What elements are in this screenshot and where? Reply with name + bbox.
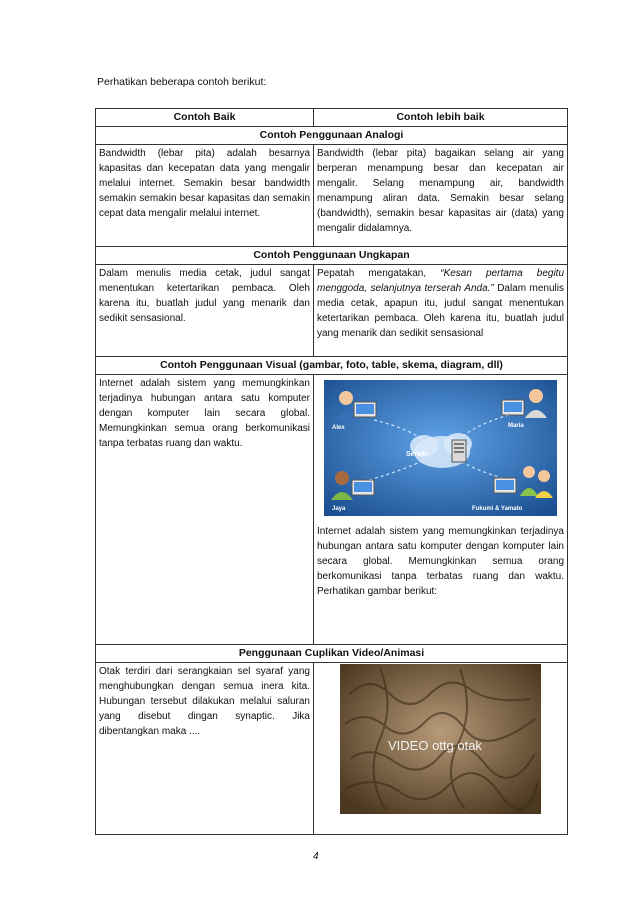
col-header-good: Contoh Baik: [96, 109, 314, 127]
video-good-text: Otak terdiri dari serangkaian sel syaraf yang menghubungkan dengan semua inera kita. Hubungan tersebut dilakukan melalui saluran yang disebut dingan synaptic. Jika dibentangkan maka ....: [96, 663, 314, 835]
label-fukumi-yamato: Fukumi & Yamato: [472, 506, 523, 512]
video-label: VIDEO ottg otak: [388, 738, 482, 753]
analogi-better-text: Bandwidth (lebar pita) bagaikan selang air yang berperan menampung besar dan kecepatan air mengalir. Selang menampung air, bandwidth menampung aliran data. Semakin besar selang (bandwidth), semakin besar kapasitas air (data) yang mengalir didalamnya.: [314, 145, 568, 247]
label-server: Server: [406, 451, 428, 458]
video-better-cell: [314, 663, 568, 835]
section-title-analogi: Contoh Penggunaan Analogi: [96, 127, 568, 145]
network-diagram: [324, 380, 557, 516]
page-number: 4: [313, 851, 319, 862]
section-title-ungkapan: Contoh Penggunaan Ungkapan: [96, 247, 568, 265]
visual-good-text: Internet adalah sistem yang memungkinkan terjadinya hubungan antara satu komputer dengan komputer lain secara global. Memungkinkan semua orang berkomunikasi tanpa terbatas ruang dan waktu.: [96, 375, 314, 645]
server-icon: [452, 440, 466, 462]
ungkapan-quote: “Kesan pertama begitu menggoda, selanjutnya terserah Anda.”: [317, 268, 564, 294]
analogi-good-text: Bandwidth (lebar pita) adalah besarnya kapasitas dan kecepatan data yang mengalir melalui internet. Semakin besar bandwidth semakin semakin besar kapasitas dan semakin cepat data mengalir melalui internet.: [96, 145, 314, 247]
examples-table: [95, 108, 568, 835]
brain-video-thumbnail[interactable]: [340, 664, 541, 814]
table-header-row: [96, 109, 568, 127]
visual-better-text: Internet adalah sistem yang memungkinkan terjadinya hubungan antara satu komputer dengan komputer lain secara global. Memungkinkan semua orang berkomunikasi tanpa terbatas ruang dan waktu. Perhatikan gambar berikut:: [317, 526, 564, 597]
visual-better-cell: [314, 375, 568, 645]
ungkapan-better-pre: Pepatah mengatakan,: [317, 268, 441, 279]
col-header-better: Contoh lebih baik: [314, 109, 568, 127]
section-title-visual: Contoh Penggunaan Visual (gambar, foto, table, skema, diagram, dll): [96, 357, 568, 375]
label-maria: Maria: [508, 423, 524, 429]
ungkapan-good-text: Dalam menulis media cetak, judul sangat menentukan ketertarikan pembaca. Oleh karena itu, buatlah judul yang menarik dan sedikit sensasional.: [96, 265, 314, 357]
label-jaya: Jaya: [332, 506, 346, 512]
ungkapan-better-cell: [314, 265, 568, 357]
label-alex: Alex: [332, 425, 345, 431]
section-title-video: Penggunaan Cuplikan Video/Animasi: [96, 645, 568, 663]
ungkapan-better-post: Dalam menulis media cetak, apapun itu, judul sangat menentukan ketertarikan pembaca. Oleh karena itu, buatlah judul yang menarik dan sedikit sensasional: [317, 283, 564, 339]
intro-text: Perhatikan beberapa contoh berikut:: [97, 76, 267, 88]
